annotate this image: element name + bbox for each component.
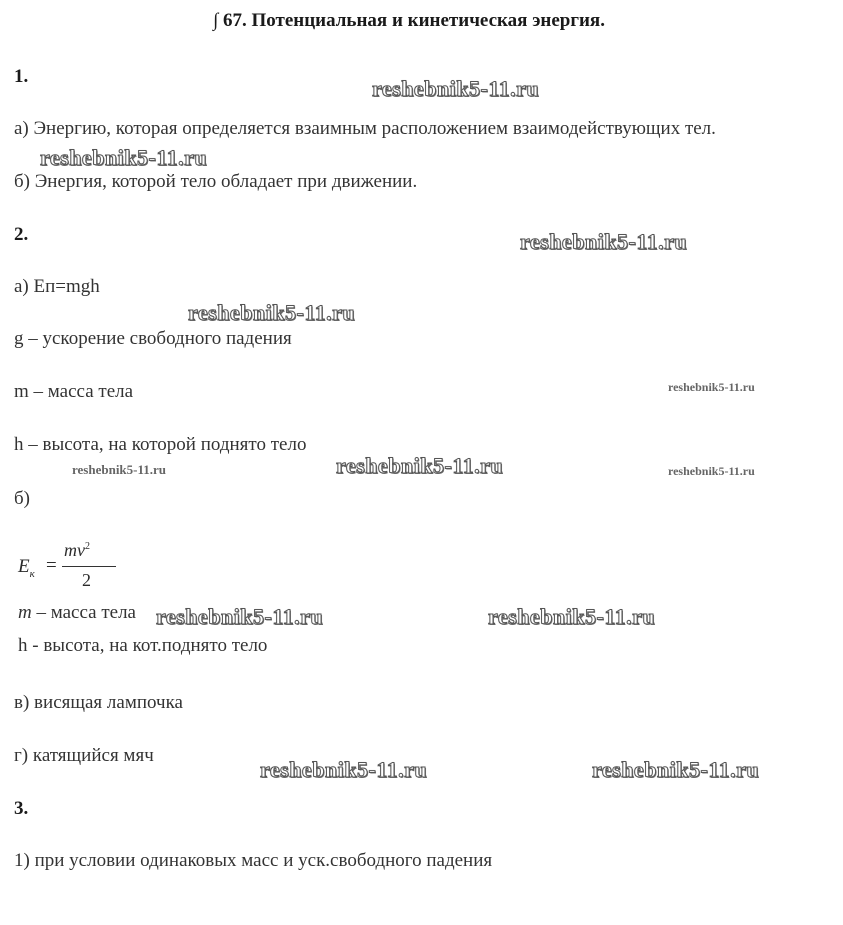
fraction-bar	[62, 566, 116, 567]
answer-2-g-def: g – ускорение свободного падения	[14, 328, 292, 349]
answer-2-m-def: m – масса тела	[14, 381, 134, 402]
watermark: reshebnik5-11.ru	[336, 453, 504, 478]
kinetic-energy-formula	[18, 540, 108, 596]
answer-2b-h-def: h - высота, на кот.поднято тело	[18, 635, 268, 656]
page-title: ∫ 67. Потенциальная и кинетическая энергия.	[213, 10, 605, 31]
answer-1a: а) Энергию, которая определяется взаимным расположением взаимодействующих тел.	[14, 118, 716, 139]
watermark: reshebnik5-11.ru	[668, 464, 755, 478]
watermark: reshebnik5-11.ru	[156, 604, 324, 629]
watermark: reshebnik5-11.ru	[40, 145, 208, 170]
formula-equals: =	[46, 555, 57, 576]
watermark: reshebnik5-11.ru	[668, 380, 755, 394]
answer-2g: г) катящийся мяч	[14, 745, 154, 766]
watermark: reshebnik5-11.ru	[188, 300, 356, 325]
watermark: reshebnik5-11.ru	[520, 229, 688, 254]
formula-lhs: $E_к$	[18, 556, 35, 580]
section-2-number: 2.	[14, 224, 29, 245]
watermark: reshebnik5-11.ru	[372, 76, 540, 101]
answer-2a: а) Еп=mgh	[14, 276, 100, 297]
watermark: reshebnik5-11.ru	[488, 604, 656, 629]
answer-1b: б) Энергия, которой тело обладает при движении.	[14, 171, 418, 192]
answer-2b: б)	[14, 488, 30, 509]
answer-2b-m-def: m – масса тела	[18, 602, 136, 623]
watermark: reshebnik5-11.ru	[592, 757, 760, 782]
formula-denominator: 2	[82, 570, 91, 590]
answer-3-1: 1) при условии одинаковых масс и уск.свободного падения	[14, 850, 493, 871]
section-3-number: 3.	[14, 798, 29, 819]
section-1-number: 1.	[14, 66, 29, 87]
watermark: reshebnik5-11.ru	[260, 757, 428, 782]
answer-2v: в) висящая лампочка	[14, 692, 183, 713]
watermark: reshebnik5-11.ru	[72, 462, 167, 477]
answer-2-h-def: h – высота, на которой поднято тело	[14, 434, 307, 455]
formula-numerator: $mv^2$	[64, 540, 90, 560]
